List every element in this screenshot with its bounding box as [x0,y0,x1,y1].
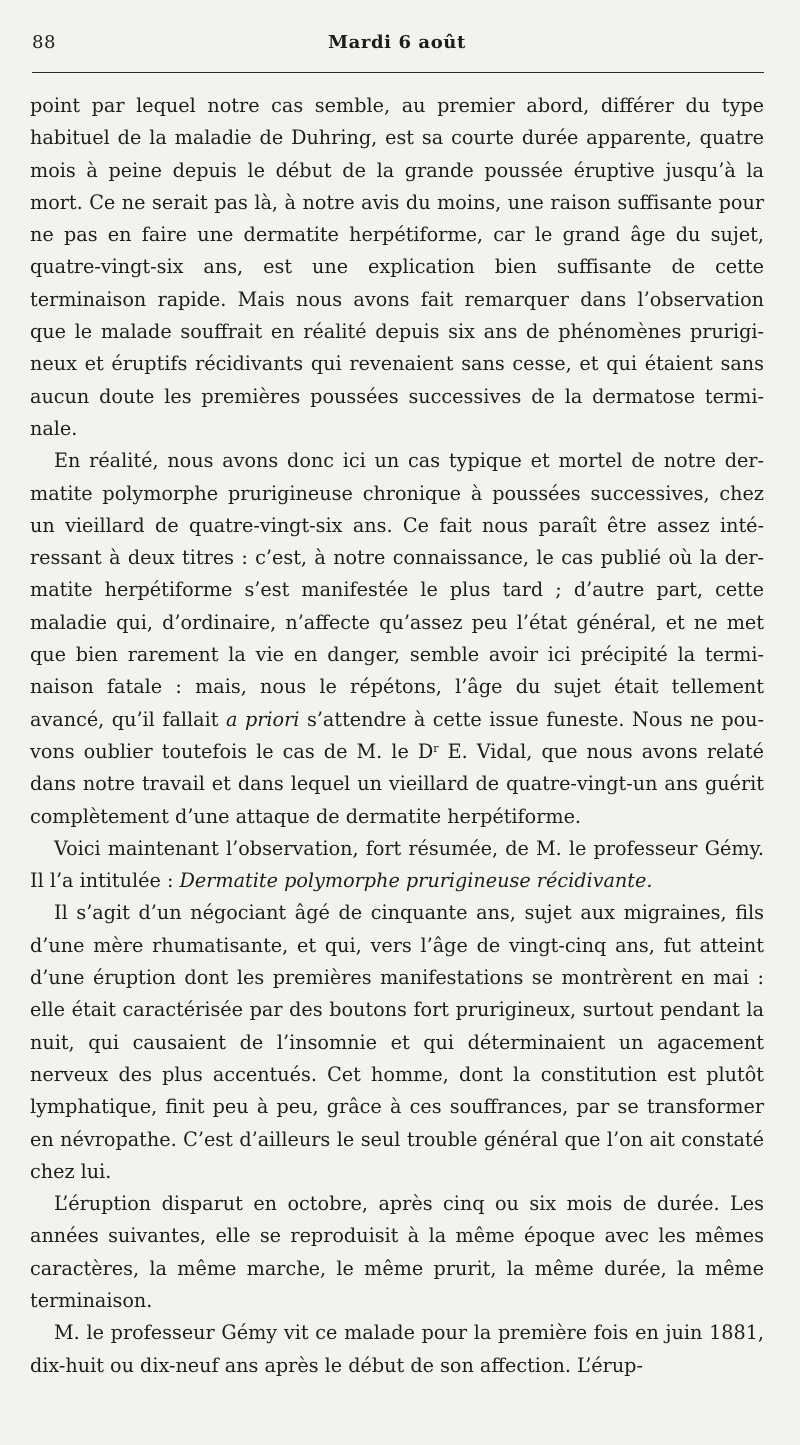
paragraph [30,445,764,833]
running-head [30,0,764,66]
page-number: 88 [32,32,56,53]
paragraph [30,1317,764,1382]
italic-text: Dermatite polymorphe prurigineuse récidivante. [179,869,653,893]
text-run: point par lequel notre cas semble, au premier abord, différer du type habituel de la maladie de Duhring, est sa courte durée apparente, quatre mois à peine depuis le début de la grande poussée éruptive jusqu’à la mort. Ce ne serait pas là, à notre avis du moins, une raison suffisante pour ne pas en faire une dermatite herpétiforme, car le grand âge du sujet, quatre-vingt-six ans, est une explication bien suffisante de cette terminaison rapide. Mais nous avons fait remarquer dans l’observation que le malade souffrait en réalité depuis six ans de phénomènes prurigineux et éruptifs récidivants qui revenaient sans cesse, et qui étaient sans aucun doute les premières poussées successives de la dermatose terminale. [30,94,764,440]
text-run: M. le professeur Gémy vit ce malade pour la première fois en juin 1881, dix-huit ou dix-neuf ans après le début de son affection. L’érup- [30,1321,764,1377]
text-run: E. Vidal, que nous avons relaté dans notre travail et dans lequel un vieillard de quatre-vingt-un ans guérit complètement d’une attaque de dermatite herpétiforme. [30,739,764,828]
paragraph [30,897,764,1188]
superscript-text: r [433,741,439,755]
text-run: En réalité, nous avons donc ici un cas typique et mortel de notre dermatite polymorphe prurigineuse chronique à poussées successives, chez un vieillard de quatre-vingt-six ans. Ce fait nous paraît être assez intéressant à deux titres : c’est, à notre connaissance, le cas publié où la dermatite herpétiforme s’est manifestée le plus tard ; d’autre part, cette maladie qui, d’ordinaire, n’affecte qu’assez peu l’état général, et ne met que bien rarement la vie en danger, semble avoir ici précipité la terminaison fatale : mais, nous le répétons, l’âge du sujet était tellement avancé, qu’il fallait [30,449,764,731]
italic-text: a priori [226,707,300,731]
text-run: Il s’agit d’un négociant âgé de cinquante ans, sujet aux migraines, fils d’une mère rhumatisante, et qui, vers l’âge de vingt-cinq ans, fut atteint d’une éruption dont les premières manifestations se montrèrent en mai : elle était caractérisée par des boutons fort prurigineux, surtout pendant la nuit, qui causaient de l’insomnie et qui déterminaient un agacement nerveux des plus accentués. Cet homme, dont la constitution est plutôt lymphatique, finit peu à peu, grâce à ces souffrances, par se transformer en névropathe. C’est d’ailleurs le seul trouble général que l’on ait constaté chez lui. [30,901,764,1183]
header-rule [32,72,764,73]
text-run: s’attendre à cette issue funeste. Nous ne pouvons oublier toutefois le cas de M. le D [30,707,764,763]
running-title: Mardi 6 août [328,32,466,53]
paragraph [30,1188,764,1317]
paragraph [30,833,764,898]
text-run: L’éruption disparut en octobre, après cinq ou six mois de durée. Les années suivantes, elle se reproduisit à la même époque avec les mêmes caractères, la même marche, le même prurit, la même durée, la même terminaison. [30,1192,764,1312]
paragraph [30,90,764,445]
body-text [30,90,764,1382]
text-run: Voici maintenant l’observation, fort résumée, de M. le professeur Gémy. Il l’a intitulée : [30,836,764,893]
